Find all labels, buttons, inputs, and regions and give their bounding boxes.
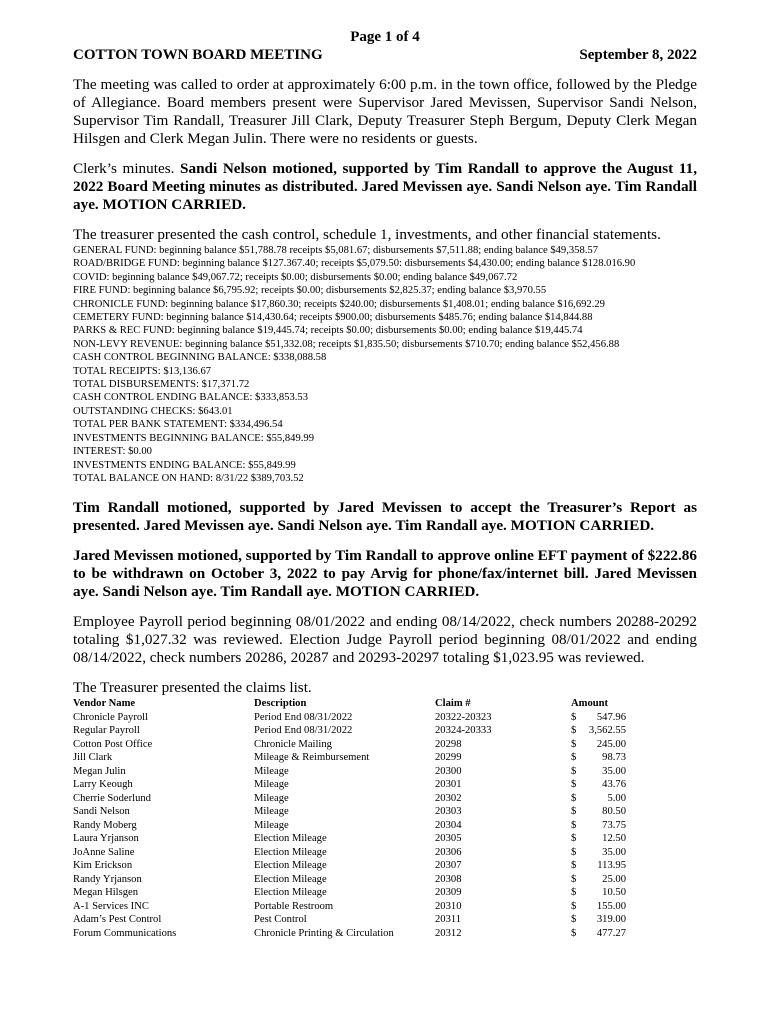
table-row [73,873,633,887]
claim-number-cell: 20310 [435,900,462,912]
amount-cell [571,927,633,941]
opening-paragraph: The meeting was called to order at approximately 6:00 p.m. in the town office, followed by the Pledge of Allegiance. Board members present were Supervisor Jared Mevissen, Supervisor Sandi Nelson, Supervisor Tim Randall, Treasurer Jill Clark, Deputy Treasurer Steph Bergum, Deputy Clerk Megan Hilsgen and Clerk Megan Julin. There were no residents or guests. [73,76,697,147]
description-cell: Chronicle Printing & Circulation [254,927,394,939]
financial-line: INVESTMENTS BEGINNING BALANCE: $55,849.99 [73,432,314,444]
description-cell: Election Mileage [254,887,327,899]
amount-value: 12.50 [602,833,626,845]
column-header-vendor: Vendor Name [73,698,136,710]
vendor-cell: Chronicle Payroll [73,711,149,723]
claim-number-cell: 20312 [435,927,462,939]
table-row [73,927,633,941]
amount-value: 35.00 [602,846,626,858]
financial-line: FIRE FUND: beginning balance $6,795.92; receipts $0.00; disbursements $2,825.37; ending balance $3,970.55 [73,285,547,297]
financial-line: COVID: beginning balance $49,067.72; receipts $0.00; disbursements $0.00; ending balance $49,067.72 [73,271,518,283]
amount-cell [571,805,633,819]
payroll-paragraph: Employee Payroll period beginning 08/01/2022 and ending 08/14/2022, check numbers 20288-20292 totaling $1,027.32 was reviewed. Election Judge Payroll period beginning 08/01/2022 and ending 08/14/2022, check numbers 20286, 20287 and 20293-20297 totaling $1,023.95 was reviewed. [73,613,697,667]
description-cell: Portable Restroom [254,900,334,912]
currency-symbol: $ [571,725,577,737]
financial-line: CASH CONTROL ENDING BALANCE: $333,853.53 [73,392,309,404]
treasurer-intro: The treasurer presented the cash control, schedule 1, investments, and other financial statements. [73,226,661,243]
description-cell: Mileage [254,806,289,818]
claims-table [73,697,633,940]
claim-number-cell: 20324-20333 [435,725,492,737]
vendor-cell: Jill Clark [73,752,113,764]
table-row [73,711,633,725]
amount-value: 245.00 [596,738,626,750]
claim-number-cell: 20302 [435,792,462,804]
claim-number-cell: 20298 [435,738,462,750]
description-cell: Mileage & Reimbursement [254,752,370,764]
minutes-lead: Clerk’s minutes. [73,160,175,177]
amount-cell [571,765,633,779]
financial-line: CEMETERY FUND: beginning balance $14,430.64; receipts $900.00; disbursements $485.76; ending balance $14,844.88 [73,312,593,324]
amount-cell [571,873,633,887]
amount-value: 80.50 [602,806,626,818]
description-cell: Chronicle Mailing [254,738,332,750]
vendor-cell: Randy Yrjanson [73,873,142,885]
vendor-cell: Randy Moberg [73,819,137,831]
table-row [73,846,633,860]
vendor-cell: Cherrie Soderlund [73,792,151,804]
amount-value: 10.50 [602,887,626,899]
table-row [73,724,633,738]
description-cell: Election Mileage [254,860,327,872]
vendor-cell: Regular Payroll [73,725,140,737]
description-cell: Period End 08/31/2022 [254,725,353,737]
vendor-cell: Forum Communications [73,927,177,939]
minutes-motion: Sandi Nelson motioned, supported by Tim Randall to approve the August 11, 2022 Board Meeting minutes as distributed. Jared Mevissen aye. Sandi Nelson aye. Tim Randall aye. MOTION CARRIED. [73,160,697,213]
minutes-paragraph [73,160,697,214]
financial-line: TOTAL RECEIPTS: $13,136.67 [73,365,212,377]
document-title: COTTON TOWN BOARD MEETING [73,47,323,63]
vendor-cell: Sandi Nelson [73,806,130,818]
table-row [73,819,633,833]
financial-line: OUTSTANDING CHECKS: $643.01 [73,405,233,417]
amount-value: 319.00 [596,914,626,926]
currency-symbol: $ [571,806,577,818]
claim-number-cell: 20322-20323 [435,711,492,723]
vendor-cell: Cotton Post Office [73,738,153,750]
vendor-cell: Adam’s Pest Control [73,914,162,926]
financial-line: TOTAL PER BANK STATEMENT: $334,496.54 [73,419,283,431]
amount-value: 113.95 [597,860,626,872]
table-row [73,765,633,779]
currency-symbol: $ [571,765,577,777]
amount-value: 25.00 [602,873,626,885]
table-row [73,913,633,927]
vendor-cell: JoAnne Saline [73,846,135,858]
vendor-cell: Kim Erickson [73,860,133,872]
page-number: Page 1 of 4 [350,29,420,45]
claim-number-cell: 20306 [435,846,462,858]
amount-value: 73.75 [602,819,626,831]
description-cell: Mileage [254,765,289,777]
financial-line: TOTAL BALANCE ON HAND: 8/31/22 $389,703.52 [73,472,304,484]
amount-cell [571,711,633,725]
treasurer-report-motion: Tim Randall motioned, supported by Jared Mevissen to accept the Treasurer’s Report as presented. Jared Mevissen aye. Sandi Nelson aye. Tim Randall aye. MOTION CARRIED. [73,499,697,535]
claim-number-cell: 20309 [435,887,462,899]
currency-symbol: $ [571,887,577,899]
description-cell: Mileage [254,779,289,791]
financial-line: NON-LEVY REVENUE: beginning balance $51,332.08; receipts $1,835.50; disbursements $710.70; ending balance $52,456.88 [73,338,620,350]
description-cell: Mileage [254,792,289,804]
currency-symbol: $ [571,711,577,723]
amount-cell [571,900,633,914]
amount-value: 155.00 [596,900,626,912]
amount-cell [571,913,633,927]
amount-cell [571,778,633,792]
table-row [73,792,633,806]
claim-number-cell: 20301 [435,779,462,791]
description-cell: Election Mileage [254,846,327,858]
vendor-cell: A-1 Services INC [73,900,149,912]
currency-symbol: $ [571,752,577,764]
currency-symbol: $ [571,846,577,858]
amount-value: 98.73 [602,752,626,764]
document-page [73,28,697,940]
financial-line: ROAD/BRIDGE FUND: beginning balance $127.367.40; receipts $5,079.50: disbursements $4,430.00; ending balance $128.016.90 [73,258,636,270]
financial-line: INTEREST: $0.00 [73,446,152,458]
description-cell: Period End 08/31/2022 [254,711,353,723]
claim-number-cell: 20304 [435,819,462,831]
vendor-cell: Megan Hilsgen [73,887,139,899]
claims-body [73,711,633,941]
currency-symbol: $ [571,792,577,804]
amount-value: 547.96 [596,711,626,723]
amount-cell [571,738,633,752]
claim-number-cell: 20308 [435,873,462,885]
description-cell: Mileage [254,819,289,831]
financial-statements [73,244,697,485]
currency-symbol: $ [571,873,577,885]
amount-cell [571,846,633,860]
column-header-amount: Amount [571,698,609,710]
currency-symbol: $ [571,900,577,912]
table-row [73,859,633,873]
currency-symbol: $ [571,833,577,845]
currency-symbol: $ [571,738,577,750]
financial-line: GENERAL FUND: beginning balance $51,788.78 receipts $5,081.67; disbursements $7,511.88; ending balance $49,358.57 [73,245,598,256]
amount-cell [571,792,633,806]
amount-value: 35.00 [602,765,626,777]
table-row [73,751,633,765]
description-cell: Election Mileage [254,873,327,885]
claim-number-cell: 20300 [435,765,462,777]
financial-line: CASH CONTROL BEGINNING BALANCE: $338,088.58 [73,352,327,364]
eft-payment-motion: Jared Mevissen motioned, supported by Tim Randall to approve online EFT payment of $222.86 to be withdrawn on October 3, 2022 to pay Arvig for phone/fax/internet bill. Jared Mevissen aye. Sandi Nelson aye. Tim Randall aye. MOTION CARRIED. [73,547,697,601]
table-row [73,738,633,752]
amount-cell [571,886,633,900]
currency-symbol: $ [571,819,577,831]
table-row [73,778,633,792]
document-header [73,46,697,64]
amount-cell [571,724,633,738]
claim-number-cell: 20305 [435,833,462,845]
currency-symbol: $ [571,779,577,791]
amount-cell [571,819,633,833]
amount-cell [571,832,633,846]
description-cell: Pest Control [254,914,307,926]
vendor-cell: Megan Julin [73,765,126,777]
financial-line: CHRONICLE FUND: beginning balance $17,860.30; receipts $240.00; disbursements $1,408.01; ending balance $16,692.29 [73,298,605,310]
claim-number-cell: 20311 [435,914,462,926]
financial-line: TOTAL DISBURSEMENTS: $17,371.72 [73,379,250,391]
vendor-cell: Larry Keough [73,779,133,791]
currency-symbol: $ [571,860,577,872]
financial-line: INVESTMENTS ENDING BALANCE: $55,849.99 [73,459,296,471]
claim-number-cell: 20303 [435,806,462,818]
table-row [73,900,633,914]
vendor-cell: Laura Yrjanson [73,833,139,845]
financial-line: PARKS & REC FUND: beginning balance $19,445.74; receipts $0.00; disbursements $0.00; ending balance $19,445.74 [73,325,583,337]
meeting-date: September 8, 2022 [579,47,697,63]
amount-value: 477.27 [596,927,626,939]
table-row [73,832,633,846]
claim-number-cell: 20307 [435,860,462,872]
currency-symbol: $ [571,914,577,926]
table-row [73,805,633,819]
currency-symbol: $ [571,927,577,939]
table-row [73,886,633,900]
amount-value: 3,562.55 [588,725,626,737]
amount-value: 5.00 [607,792,626,804]
claims-header-row [73,697,633,711]
column-header-claim: Claim # [435,698,471,710]
amount-cell [571,859,633,873]
amount-value: 43.76 [602,779,626,791]
claim-number-cell: 20299 [435,752,462,764]
claims-intro: The Treasurer presented the claims list. [73,679,312,697]
description-cell: Election Mileage [254,833,327,845]
column-header-description: Description [254,698,307,710]
amount-cell [571,751,633,765]
